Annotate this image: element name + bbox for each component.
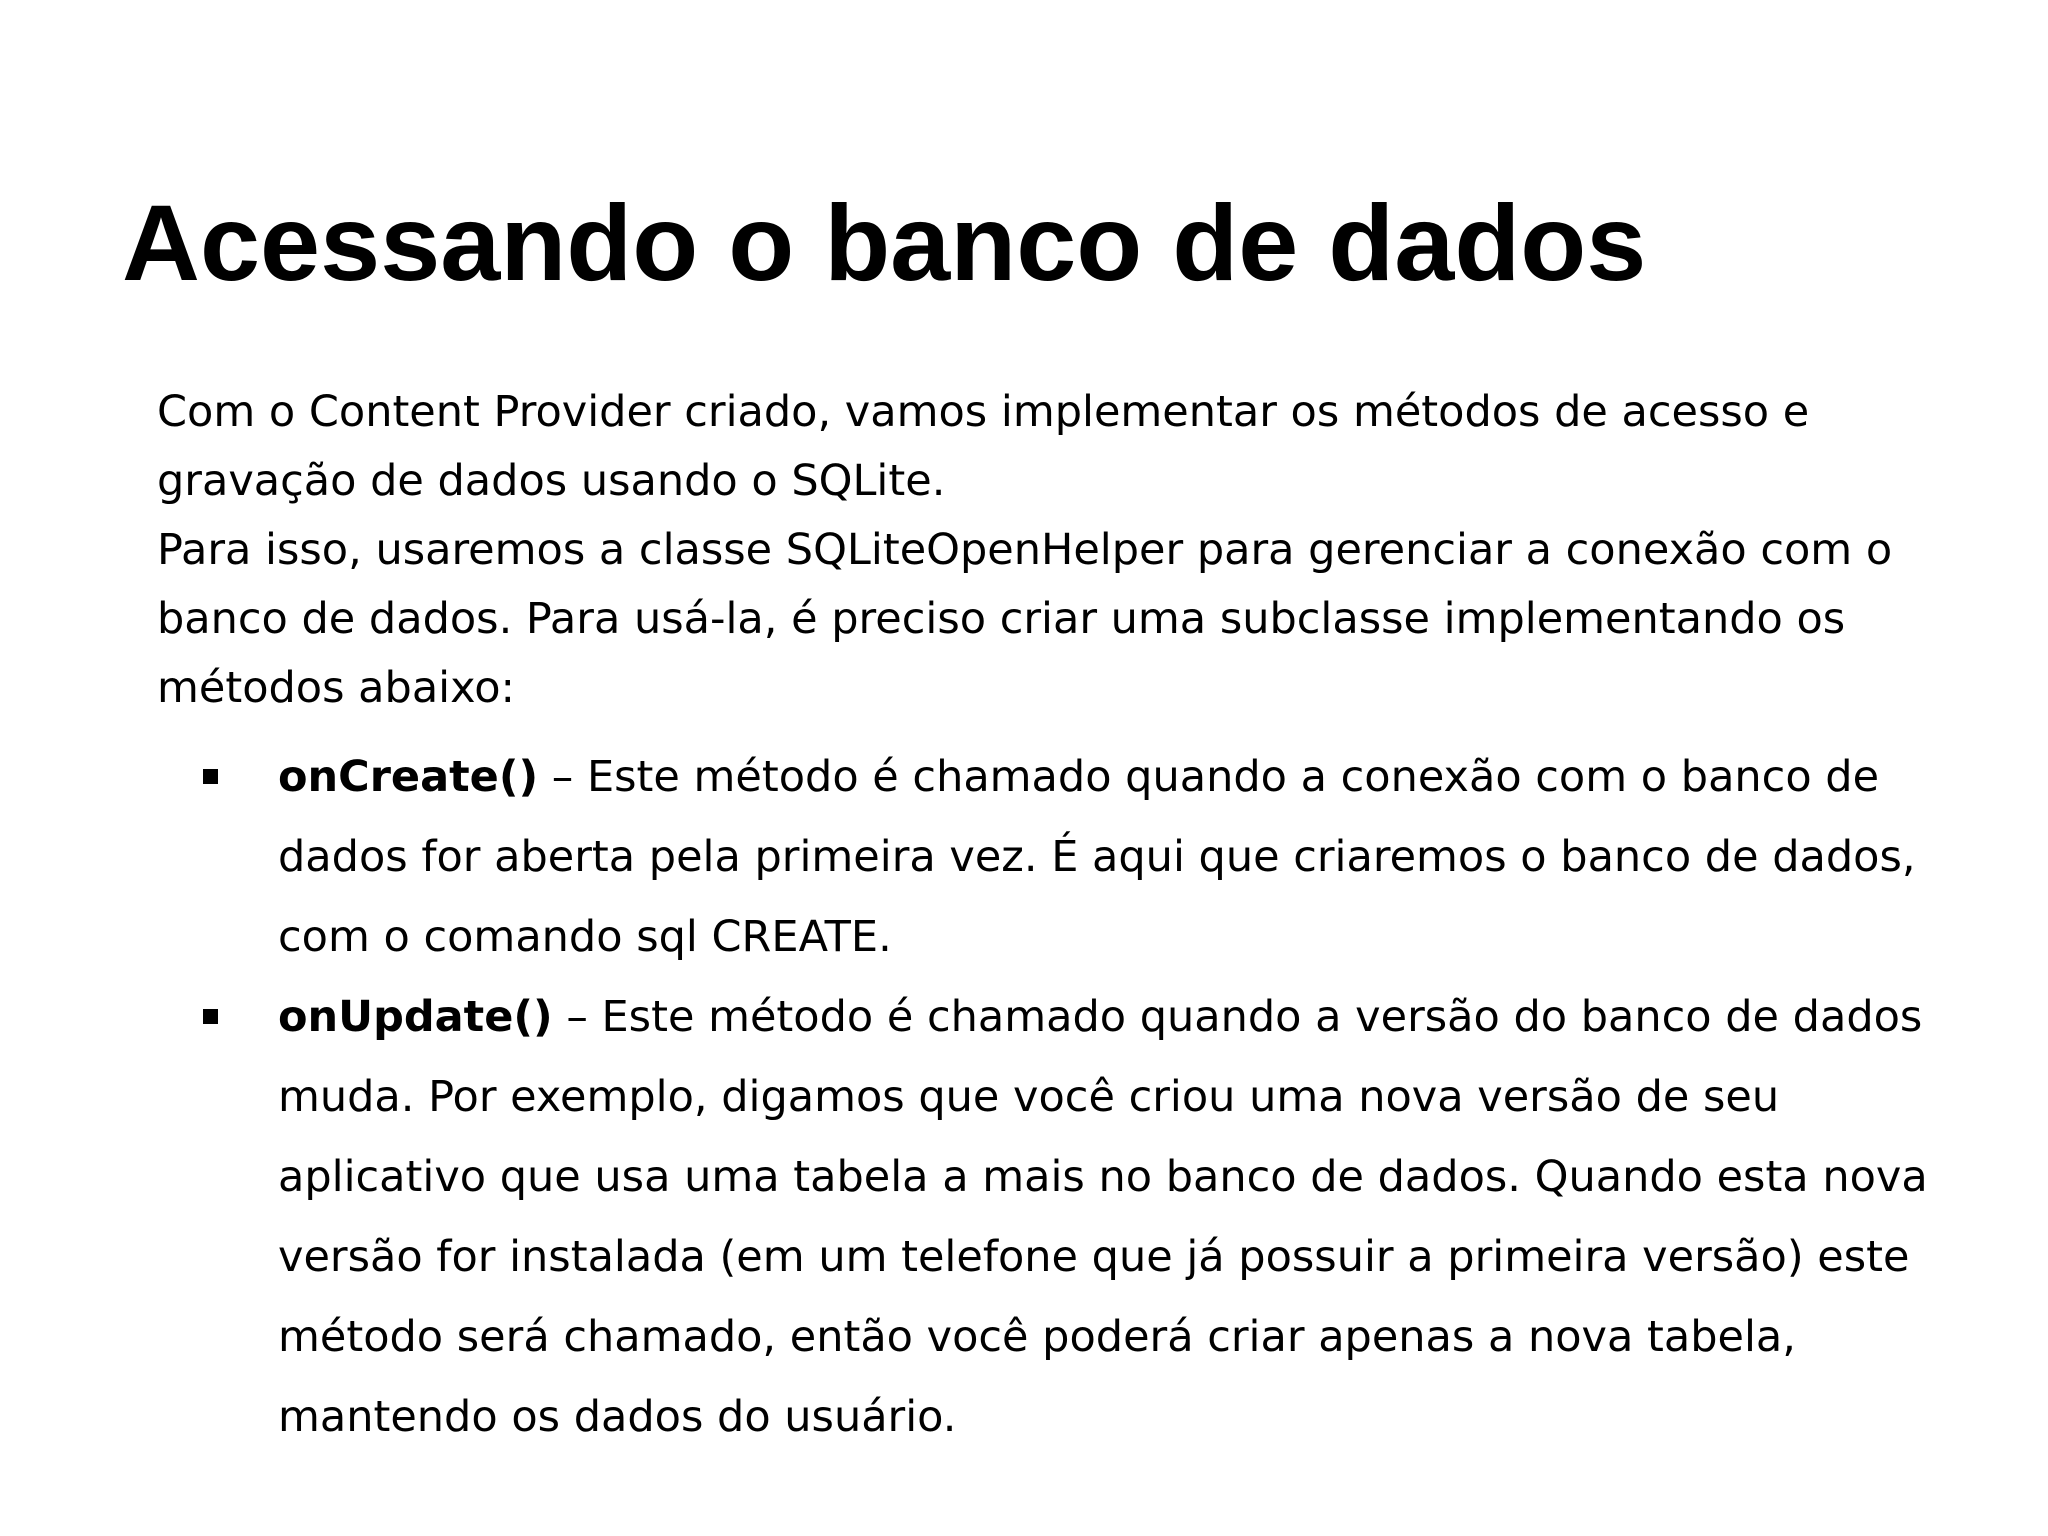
intro-paragraph-2: Para isso, usaremos a classe SQLiteOpenHelper para gerenciar a conexão com o banco de dados. Para usá-la, é preciso criar uma subclasse implementando os métodos abaixo:: [157, 525, 1893, 713]
list-item-oncreate: [157, 737, 1977, 977]
slide-title: Acessando o banco de dados: [122, 182, 1647, 303]
method-name: onUpdate(): [278, 992, 553, 1042]
intro-text: [157, 378, 1977, 723]
square-bullet-icon: [203, 1009, 218, 1024]
method-description: – Este método é chamado quando a versão do banco de dados muda. Por exemplo, digamos que você criou uma nova versão de seu aplicativo que usa uma tabela a mais no banco de dados. Quando esta nova versão for instalada (em um telefone que já possuir a primeira versão) este método será chamado, então você poderá criar apenas a nova tabela, mantendo os dados do usuário.: [278, 992, 1928, 1442]
list-item-onupdate: [157, 977, 1977, 1457]
method-list: [157, 737, 1977, 1457]
square-bullet-icon: [203, 769, 218, 784]
method-description: – Este método é chamado quando a conexão com o banco de dados for aberta pela primeira vez. É aqui que criaremos o banco de dados, com o comando sql CREATE.: [278, 752, 1916, 962]
intro-paragraph-1: Com o Content Provider criado, vamos implementar os métodos de acesso e gravação de dados usando o SQLite.: [157, 387, 1810, 506]
method-name: onCreate(): [278, 752, 539, 802]
